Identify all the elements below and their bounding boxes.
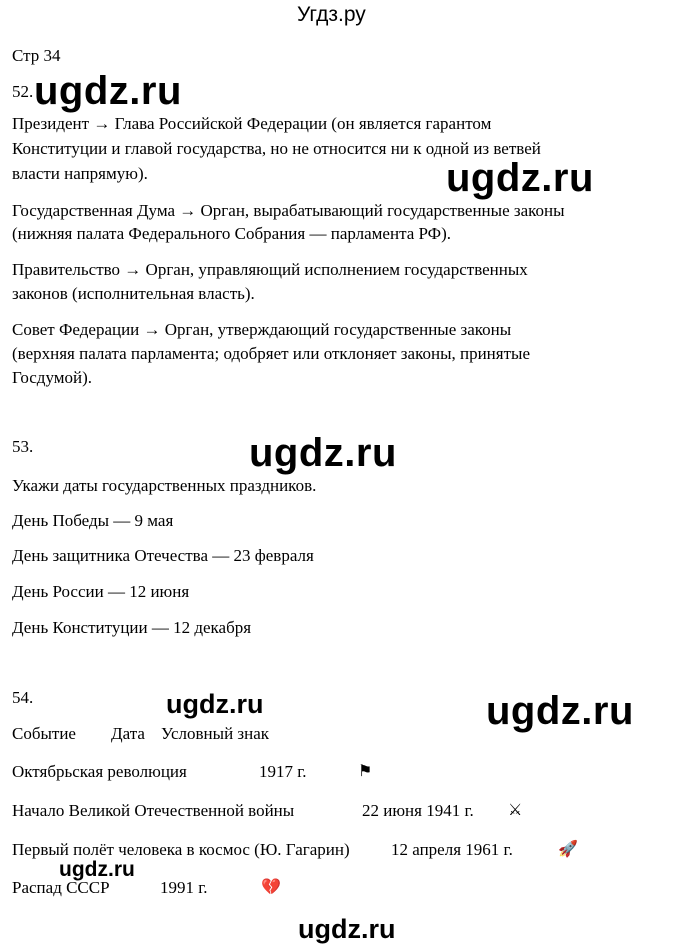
page-reference: Стр 34 (12, 46, 61, 65)
watermark: ugdz.ru (166, 689, 264, 719)
s52-line: Госдумой). (12, 368, 92, 387)
table-row-date: 1991 г. (160, 878, 208, 897)
table-header-sign: Условный знак (161, 724, 270, 743)
section-53-prompt: Укажи даты государственных праздников. (12, 476, 317, 495)
flag-icon: ⚑ (358, 761, 373, 780)
table-row-date: 22 июня 1941 г. (362, 801, 474, 820)
watermark: ugdz.ru (249, 431, 397, 475)
section-53-number: 53. (12, 437, 34, 456)
table-row-date: 12 апреля 1961 г. (391, 840, 513, 859)
s52-line: Президент → Глава Российской Федерации (он является гарантом (12, 114, 492, 133)
table-row-event: Октябрьская революция (12, 762, 187, 781)
crossed-swords-icon: ⚔ (508, 800, 523, 819)
watermark: ugdz.ru (486, 689, 634, 733)
broken-heart-icon: 💔 (261, 877, 281, 896)
watermark: ugdz.ru (59, 858, 135, 881)
s52-line: Конституции и главой государства, но не относится ни к одной из ветвей (12, 139, 541, 158)
rocket-icon: 🚀 (558, 839, 578, 858)
holiday-item: День Конституции — 12 декабря (12, 618, 252, 637)
table-row-event: Первый полёт человека в космос (Ю. Гагарин) (12, 840, 350, 859)
table-header-event: Событие (12, 724, 76, 743)
section-54-number: 54. (12, 688, 34, 707)
s52-line: власти напрямую). (12, 164, 148, 183)
section-52-number: 52. (12, 82, 34, 101)
holiday-item: День Победы — 9 мая (12, 511, 174, 530)
table-row-event: Распад СССР (12, 878, 110, 897)
watermark: ugdz.ru (298, 914, 396, 944)
table-header-date: Дата (111, 724, 145, 743)
holiday-item: День защитника Отечества — 23 февраля (12, 546, 314, 565)
s52-line: (нижняя палата Федерального Собрания — парламента РФ). (12, 224, 452, 243)
s52-line: (верхняя палата парламента; одобряет или отклоняет законы, принятые (12, 344, 530, 363)
site-header: Угдз.ру (297, 3, 366, 26)
watermark: ugdz.ru (446, 156, 594, 200)
s52-line: Правительство → Орган, управляющий исполнением государственных (12, 260, 528, 279)
holiday-item: День России — 12 июня (12, 582, 190, 601)
s52-line: Государственная Дума → Орган, вырабатывающий государственные законы (12, 201, 565, 220)
s52-line: законов (исполнительная власть). (12, 284, 255, 303)
table-row-event: Начало Великой Отечественной войны (12, 801, 295, 820)
table-row-date: 1917 г. (259, 762, 307, 781)
s52-line: Совет Федерации → Орган, утверждающий государственные законы (12, 320, 512, 339)
watermark: ugdz.ru (34, 69, 182, 113)
